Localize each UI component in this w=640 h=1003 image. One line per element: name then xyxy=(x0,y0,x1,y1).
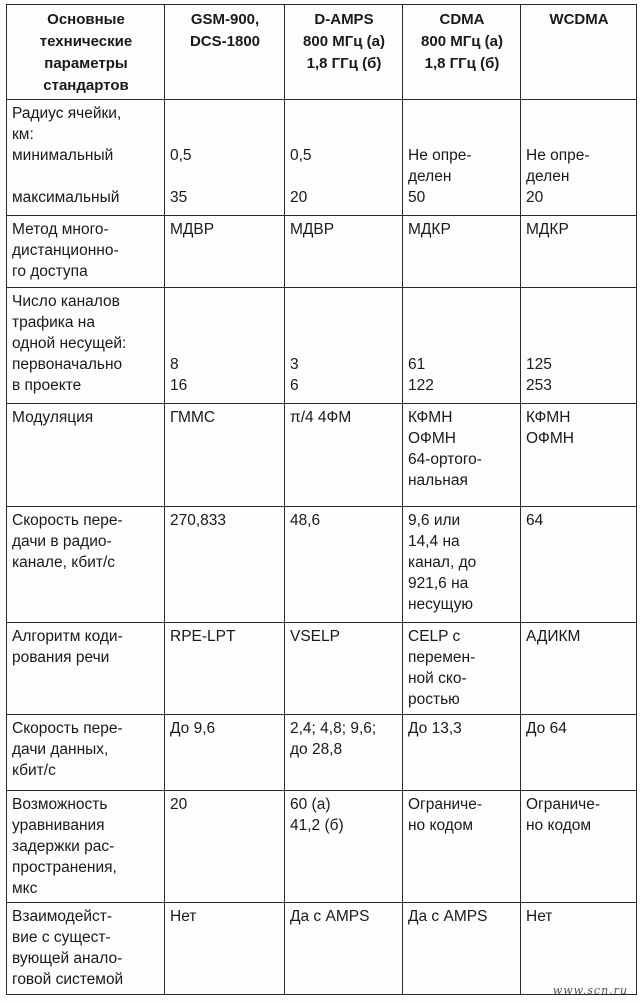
table-cell: 125 253 xyxy=(521,288,637,404)
table-cell: МДВР xyxy=(165,216,285,288)
table-header-row xyxy=(7,5,637,100)
table-cell: 0,5 20 xyxy=(285,100,403,216)
header-wcdma: WCDMA xyxy=(521,5,637,100)
table-row xyxy=(7,623,637,715)
table-row xyxy=(7,216,637,288)
table-cell: МДКР xyxy=(403,216,521,288)
table-cell: Нет xyxy=(165,903,285,995)
table-cell: 48,6 xyxy=(285,507,403,623)
table-cell: CELP с перемен- ной ско- ростью xyxy=(403,623,521,715)
table-cell: Ограниче- но кодом xyxy=(403,791,521,903)
table-cell: До 9,6 xyxy=(165,715,285,791)
table-cell: Нет xyxy=(521,903,637,995)
table-row xyxy=(7,100,637,216)
row-label: Возможность уравнивания задержки рас- пространения, мкс xyxy=(7,791,165,903)
standards-comparison-table xyxy=(6,4,637,995)
header-gsm: GSM-900, DCS-1800 xyxy=(165,5,285,100)
table-cell: Да с AMPS xyxy=(403,903,521,995)
table-cell: 61 122 xyxy=(403,288,521,404)
table-row xyxy=(7,791,637,903)
table-cell: 3 6 xyxy=(285,288,403,404)
table-cell: 9,6 или 14,4 на канал, до 921,6 на несущую xyxy=(403,507,521,623)
table-cell: 2,4; 4,8; 9,6; до 28,8 xyxy=(285,715,403,791)
watermark-text: www.scn.ru xyxy=(552,984,628,997)
table-row xyxy=(7,288,637,404)
table-cell: КФМН ОФМН xyxy=(521,404,637,507)
table-cell: МДКР xyxy=(521,216,637,288)
row-label: Модуляция xyxy=(7,404,165,507)
table-cell: VSELP xyxy=(285,623,403,715)
table-cell: π/4 4ФМ xyxy=(285,404,403,507)
table-cell: До 64 xyxy=(521,715,637,791)
table-cell: 0,5 35 xyxy=(165,100,285,216)
row-label: Скорость пере- дачи данных, кбит/с xyxy=(7,715,165,791)
header-cdma: CDMA 800 МГц (а) 1,8 ГГц (б) xyxy=(403,5,521,100)
table-row xyxy=(7,715,637,791)
table-cell: АДИКМ xyxy=(521,623,637,715)
table-cell: 8 16 xyxy=(165,288,285,404)
row-label: Алгоритм коди- рования речи xyxy=(7,623,165,715)
table-row xyxy=(7,404,637,507)
table-cell: RPE-LPT xyxy=(165,623,285,715)
table-cell: МДВР xyxy=(285,216,403,288)
table-cell: Не опре- делен 50 xyxy=(403,100,521,216)
row-label: Скорость пере- дачи в радио- канале, кбит/с xyxy=(7,507,165,623)
table-cell: Да с AMPS xyxy=(285,903,403,995)
table-row xyxy=(7,507,637,623)
table-cell: 20 xyxy=(165,791,285,903)
header-parameters: Основные технические параметры стандартов xyxy=(7,5,165,100)
table-cell: Не опре- делен 20 xyxy=(521,100,637,216)
header-damps: D-AMPS 800 МГц (а) 1,8 ГГц (б) xyxy=(285,5,403,100)
table-cell: 64 xyxy=(521,507,637,623)
table-cell: 60 (а) 41,2 (б) xyxy=(285,791,403,903)
table-row xyxy=(7,903,637,995)
row-label: Число каналов трафика на одной несущей: первоначально в проекте xyxy=(7,288,165,404)
table-cell: КФМН ОФМН 64-ортого- нальная xyxy=(403,404,521,507)
row-label: Взаимодейст- вие с сущест- вующей анало- говой системой xyxy=(7,903,165,995)
table-cell: Ограниче- но кодом xyxy=(521,791,637,903)
row-label: Радиус ячейки, км: минимальный максимальный xyxy=(7,100,165,216)
table-cell: До 13,3 xyxy=(403,715,521,791)
row-label: Метод много- дистанционно- го доступа xyxy=(7,216,165,288)
table-cell: 270,833 xyxy=(165,507,285,623)
table-cell: ГММС xyxy=(165,404,285,507)
